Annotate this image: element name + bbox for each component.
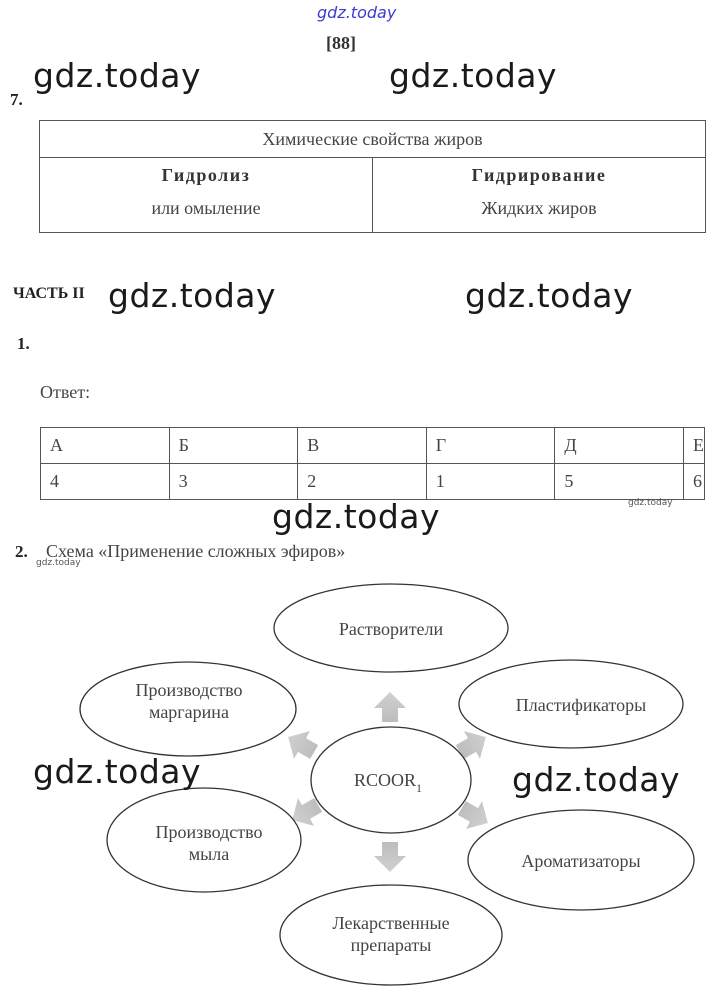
small-watermark: gdz.today: [36, 558, 81, 568]
arrow-up-icon: [374, 692, 406, 722]
table-value-cell: 2: [298, 464, 427, 500]
table-header-cell: Б: [169, 428, 298, 464]
table-value-cell: 6: [683, 464, 704, 500]
task-number: 7.: [10, 90, 23, 109]
table-value-cell: 1: [426, 464, 555, 500]
table-value-cell: 5: [555, 464, 684, 500]
task-number: 2.: [15, 542, 28, 561]
task-number: 1.: [17, 334, 30, 353]
header-watermark: gdz.today: [317, 3, 397, 22]
watermark: gdz.today: [512, 760, 681, 799]
table-header-cell: В: [298, 428, 427, 464]
margarine-label-line1: Производство: [135, 680, 243, 700]
table-value-cell: 3: [169, 464, 298, 500]
arrow-up-left-icon: [280, 723, 322, 766]
soap-label-line1: Производство: [155, 822, 263, 842]
solvents-label: Растворители: [338, 619, 444, 639]
answer-label: Ответ:: [40, 382, 91, 402]
flavorings-label: Ароматизаторы: [521, 851, 641, 871]
table-header-cell: Е: [683, 428, 704, 464]
plasticizers-label: Пластификаторы: [515, 695, 647, 715]
column-header: Гидролиз: [161, 165, 251, 185]
table-title: Химические свойства жиров: [40, 121, 706, 158]
column-header: Гидрирование: [471, 165, 607, 185]
formula-subscript: 1: [416, 781, 423, 795]
medicines-label-line2: препараты: [350, 935, 432, 955]
table-header-cell: Д: [555, 428, 684, 464]
watermark: gdz.today: [33, 56, 202, 95]
watermark: gdz.today: [108, 276, 277, 315]
table-header-cell: А: [41, 428, 170, 464]
column-value: или омыление: [151, 198, 261, 218]
soap-label-line2: мыла: [188, 844, 230, 864]
table-header-cell: Г: [426, 428, 555, 464]
margarine-label-line2: маргарина: [149, 702, 229, 722]
watermark: gdz.today: [465, 276, 634, 315]
small-watermark: gdz.today: [628, 498, 673, 508]
watermark: gdz.today: [272, 497, 441, 536]
watermark: gdz.today: [389, 56, 558, 95]
part-heading: ЧАСТЬ II: [13, 285, 85, 302]
table-value-cell: 4: [41, 464, 170, 500]
medicines-label-line1: Лекарственные: [332, 913, 450, 933]
formula-main: RCOOR: [353, 770, 417, 790]
arrow-down-icon: [374, 842, 406, 872]
diagram-title: Схема «Применение сложных эфиров»: [46, 541, 346, 561]
column-value: Жидких жиров: [481, 198, 597, 218]
page-number: [88]: [326, 33, 356, 53]
watermark: gdz.today: [33, 752, 202, 791]
